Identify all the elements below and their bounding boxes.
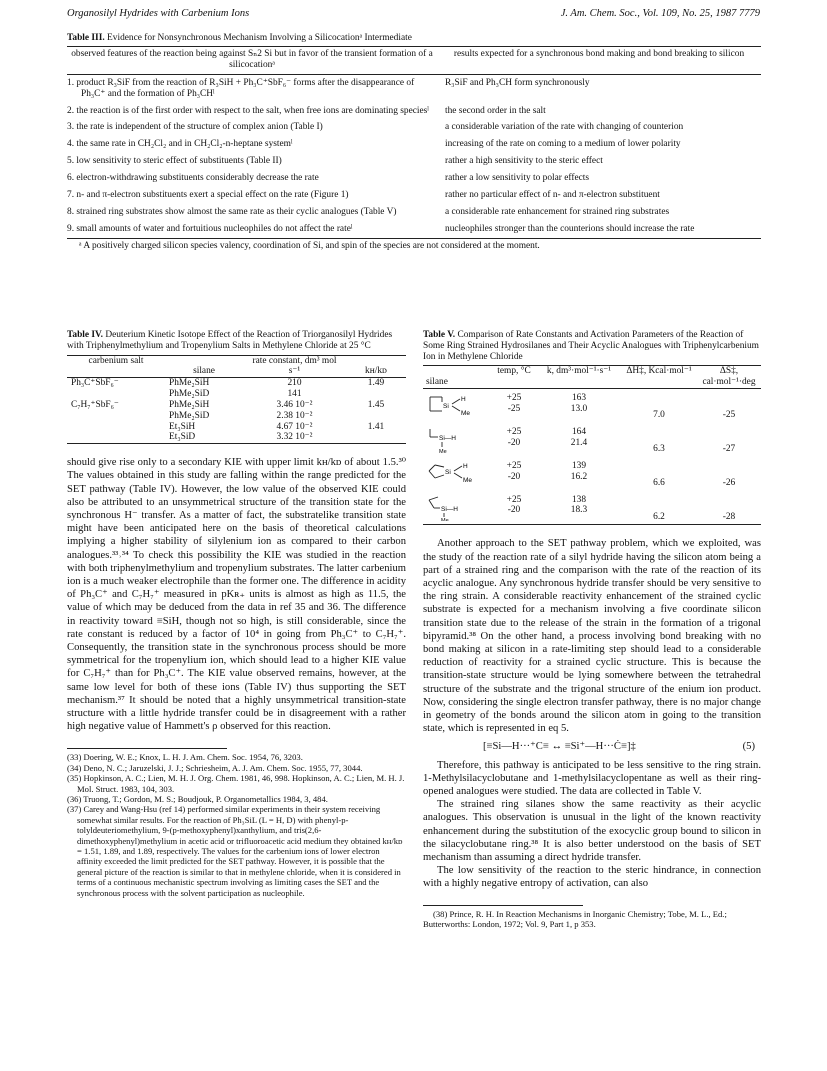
table-iii-col2-header: results expected for a synchronous bond making and bond breaking to silicon — [453, 48, 745, 59]
right-paragraph-3: The strained ring silanes show the same reactivity as their acyclic analogues. This observation is unusual in the light of the known reactivity enhancement during the substitution of the exocyclic group bound to silicon in the silacyclobutane ring.³⁸ It is also better understood on the basis of SET mechanism than assuming a direct hydride transfer. — [423, 799, 761, 863]
table-row — [67, 378, 406, 389]
cell-silane-structure — [423, 423, 491, 457]
cell-kie — [346, 432, 406, 443]
observed-feature: 6. electron-withdrawing substituents considerably decrease the rate — [67, 173, 319, 184]
cell-silane: PhMe₂SiD — [169, 410, 210, 421]
cell-silane: PhMe₂SiD — [169, 389, 210, 400]
footnote: (37) Carey and Wang-Hsu (ref 14) performed similar experiments in their system receiving somewhat similar results. For the reaction of Ph₃SiL (L = H, D) with phenyl-p-tolyldeuteriomethylium, 9-(p-methoxyphenyl)xanthylium, and tris(2,6-dimethoxyphenyl)methylium in acetic acid or trifluoroacetic acid medium they obtained kʜ/kᴅ = 1.51, 1.89, and 1.89, respectively. The values for the carbenium ions of lower electron affinity exceeded the limit predicted for the SET pathway. However, it is possible that the general picture of the reaction is similar to that in methylene chloride, when it is considered in terms of a continuous mechanistic spectrum involving as limiting cases the SET and the synchronous process with the solvent participation as nucleophile. — [67, 804, 403, 898]
k-high: 139 — [571, 460, 587, 471]
structure-label: Si—H — [441, 505, 458, 513]
cell-k — [537, 457, 621, 491]
cell-kie — [346, 411, 406, 422]
cell-silane-structure — [423, 491, 491, 525]
table-v — [423, 365, 761, 525]
right-paragraph-4: The low sensitivity of the reaction to the steric hindrance, in connection with a highly negative entropy of activation, can also — [423, 865, 761, 890]
k-low: 13.0 — [570, 403, 588, 414]
table-v-caption — [423, 330, 761, 362]
right-footnotes — [423, 909, 761, 930]
table-row — [67, 119, 761, 136]
table-row — [423, 457, 761, 491]
equation-number: (5) — [742, 741, 755, 753]
cell-dh: 6.6 — [653, 477, 665, 488]
table-iv-title: Deuterium Kinetic Isotope Effect of the Reaction of Triorganosilyl Hydrides with Triphenylmethylium and Tropenylium Salts in Methylene Chloride at 25 °C — [67, 330, 393, 351]
table-iii — [67, 33, 761, 252]
left-column — [67, 330, 406, 898]
table-iii-header-row — [67, 47, 761, 74]
cell-ds: -28 — [722, 511, 736, 522]
table-iii-caption — [67, 33, 761, 44]
cell-temp — [491, 389, 537, 423]
cell-rate: 3.32 10⁻² — [276, 432, 313, 443]
observed-feature: 2. the reaction is of the first order with respect to the salt, when free ions are dominating speciesˡ — [67, 105, 429, 116]
left-body-text — [67, 456, 406, 733]
structure-label: Me — [463, 476, 473, 484]
left-footnotes — [67, 752, 406, 898]
cell-salt: C₇H₇⁺SbF₆⁻ — [71, 399, 119, 410]
silane-structure-icon — [426, 495, 484, 521]
table-v-title: Comparison of Rate Constants and Activation Parameters of the Reaction of Some Ring Strained Hydrosilanes and Their Acyclic Analogues with Triphenylcarbenium Ion in Methylene Chloride — [423, 330, 759, 362]
silane-structure-icon — [426, 427, 484, 453]
cell-salt — [67, 389, 165, 400]
k-high: 164 — [571, 426, 587, 437]
table-v-header-dh: ΔH‡, Kcal·mol⁻¹ — [626, 366, 692, 377]
expected-result: increasing of the rate on coming to a medium of lower polarity — [445, 139, 681, 150]
table-v-body — [423, 389, 761, 525]
temp-low: -20 — [507, 505, 521, 516]
cell-salt: Ph₃C⁺SbF₆⁻ — [71, 378, 119, 389]
expected-result: a considerable variation of the rate with changing of counterion — [445, 122, 684, 133]
cell-k — [537, 389, 621, 423]
cell-salt — [67, 422, 165, 433]
cell-k — [537, 423, 621, 457]
structure-label: Si — [445, 468, 451, 476]
footnote-38: (38) Prince, R. H. In Reaction Mechanisms in Inorganic Chemistry; Tobe, M. L., Ed.; Butterworths: London, 1972; Vol. 9, Part 1, p 353. — [423, 908, 727, 929]
expected-result: rather no particular effect of n- and π-electron substituent — [445, 190, 660, 201]
observed-feature: 3. the rate is independent of the structure of complex anion (Table I) — [67, 122, 323, 133]
expected-result: nucleophiles stronger than the counterions should increase the rate — [445, 223, 695, 234]
temp-low: -20 — [507, 437, 521, 448]
cell-salt — [67, 411, 165, 422]
table-iv-header-rate: rate constant, dm³ mol s⁻¹ — [243, 355, 346, 378]
k-low: 21.4 — [570, 437, 588, 448]
k-low: 18.3 — [570, 505, 588, 516]
left-paragraph: should give rise only to a secondary KIE with upper limit kʜ/kᴅ of about 1.5.³⁰ The values obtained in this study are falling within the range predicted for the SET pathway (Table IV). However, the low value of the observed KIE could also be attributed to an unsymmetrical structure of the transition state for the synchronous H⁻ transfer. As a matter of fact, the substratelike transition state might have been anticipated here on the basis of theoretical calculations implying a higher stability of silylenium ion as compared to their carbon analogues.³³˒³⁴ To check this possibility the KIE was studied in the reaction with both triphenylmethylium and tropenylium substrates. The latter carbenium ion is a much weaker electrophile than the former one. The difference in acidity of Ph₃C⁺ and C₇H₇⁺ measured in pKʀ₊ units is almost as high as 11.5, the value of which may be deduced from the data in ref 35 and 36. The difference in reactivity toward ≡SiH, though not so high, is still considerable, since the rate constant is reduced by a factor of 10⁴ in going from Ph₃C⁺ to C₇H₇⁺. Consequently, the transition state in the synchronous process should be more symmetrical for the tropenylium ion, which should lead to a higher KIE value for C₇H₇⁺ than for Ph₃C⁺. The KIE value observed remains, however, at the same low level for both of these ions (Table IV) thus supporting the SET mechanism.³⁷ It should be noted that a highly unsymmetrical transition-state structure with a little hydride transfer could be in disagreement with a rather high negative value of Hammett's ρ observed for this reaction. — [67, 457, 406, 733]
observed-feature: 4. the same rate in CH₂Cl₂ and in CH₂Cl₂-n-heptane systemˡ — [67, 139, 293, 150]
cell-dh: 6.2 — [653, 511, 665, 522]
structure-label: H — [463, 462, 468, 470]
temp-low: -20 — [507, 471, 521, 482]
table-row — [67, 75, 761, 103]
table-row — [67, 187, 761, 204]
cell-silane-structure — [423, 389, 491, 423]
cell-rate: 2.38 10⁻² — [276, 410, 313, 421]
right-paragraph-2: Therefore, this pathway is anticipated to be less sensitive to the ring strain. 1-Methylsilacyclobutane and 1-methylsilacyclopentane as well as their ring-opened analogues were studied. The data are collected in Table V. — [423, 759, 761, 797]
right-column — [423, 330, 761, 929]
table-row — [67, 153, 761, 170]
table-row — [67, 221, 761, 238]
cell-salt — [67, 432, 165, 443]
table-iv — [67, 355, 406, 445]
expected-result: rather a high sensitivity to the steric effect — [445, 156, 603, 167]
silane-structure-icon — [426, 393, 484, 419]
table-v-header-k: k, dm³·mol⁻¹·s⁻¹ — [546, 366, 612, 377]
table-v-label: Table V. — [423, 330, 456, 340]
observed-feature: 9. small amounts of water and fortuitious nucleophiles do not affect the rateˡ — [67, 223, 353, 234]
table-row — [67, 400, 406, 411]
temp-high: +25 — [506, 426, 522, 437]
expected-result: a considerable rate enhancement for strained ring substrates — [445, 206, 670, 217]
table-row — [67, 389, 406, 400]
cell-kie: 1.49 — [367, 378, 385, 389]
cell-dh: 7.0 — [653, 410, 665, 421]
table-iii-col1-header: observed features of the reaction being against Sₙ2 Si but in favor of the transient formation of a silicocationᵃ — [71, 48, 433, 70]
footnote: (33) Doering, W. E.; Knox, L. H. J. Am. Chem. Soc. 1954, 76, 3203. — [67, 752, 303, 763]
footnote: (36) Truong, T.; Gordon, M. S.; Boudjouk, P. Organometallics 1984, 3, 484. — [67, 794, 328, 805]
table-iv-header-salt: carbenium salt — [67, 355, 165, 378]
table-v-header-ds: ΔS‡, cal·mol⁻¹·deg — [702, 366, 756, 388]
cell-temp — [491, 423, 537, 457]
table-row — [423, 491, 761, 525]
table-v-header-silane: silane — [426, 377, 448, 388]
table-iv-header-silane: silane — [165, 355, 243, 378]
header-title: Organosilyl Hydrides with Carbenium Ions — [67, 8, 250, 19]
k-high: 163 — [571, 393, 587, 404]
table-iv-body — [67, 378, 406, 444]
observed-feature: 8. strained ring substrates show almost the same rate as their cyclic analogues (Table V) — [67, 206, 397, 217]
table-row — [67, 432, 406, 443]
table-iii-title: Evidence for Nonsynchronous Mechanism Involving a Silicocationᵃ Intermediate — [107, 33, 412, 43]
structure-label: Si — [443, 403, 449, 411]
table-row — [67, 411, 406, 422]
observed-feature: 7. n- and π-electron substituents exert a special effect on the rate (Figure 1) — [67, 190, 349, 201]
temp-high: +25 — [506, 460, 522, 471]
cell-silane: Et₃SiD — [169, 432, 196, 443]
cell-kie: 1.41 — [367, 421, 385, 432]
equation-5 — [423, 735, 761, 758]
table-row — [423, 423, 761, 457]
table-row — [67, 136, 761, 153]
right-paragraph-1: Another approach to the SET pathway problem, which we exploited, was the study of the reaction rate of a silyl hydride having the silicon atom being a part of a strained ring and the comparison with the rate of the reaction of its acyclic analogue. Any synchronous hydride transfer should be very sensitive to the ring strain. A considerable reactivity enhancement of the strained cyclic substrate is expected for a mechanism involving a five coordinate silicon transition state due to the release of the strain in the formation of a trigonal bipyramid.³⁸ On the other hand, a process involving bond breaking with no bond making at silicon in a rate-limiting step should lead to a considerable reduction of reactivity for a strained cyclic structure. This is because the transition-state structure would be lying somewhere between the tetrahedral structure of the substrate and the trigonal structure of the enium ion product. Now, considering the single electron transfer pathway, there is no major change in geometry of the bonds around the silicon atom in going to the transition state, which is represented in eq 5. — [423, 538, 761, 735]
cell-rate: 4.67 10⁻² — [276, 421, 313, 432]
cell-kie: 1.45 — [367, 399, 385, 410]
structure-label: Me — [441, 517, 449, 521]
table-row — [67, 170, 761, 187]
temp-high: +25 — [506, 393, 522, 404]
table-iv-label: Table IV. — [67, 330, 103, 340]
structure-label: Me — [439, 448, 447, 453]
cell-temp — [491, 457, 537, 491]
cell-silane: Et₃SiH — [169, 421, 196, 432]
cell-dh: 6.3 — [653, 443, 665, 454]
k-low: 16.2 — [570, 471, 588, 482]
equation-text: [≡Si—H···⁺C≡ ↔ ≡Si⁺—H···Ċ≡]‡ — [483, 741, 636, 753]
table-v-header-temp: temp, °C — [497, 366, 531, 377]
silane-structure-icon — [426, 461, 484, 487]
cell-temp — [491, 491, 537, 525]
footnote: (34) Deno, N. C.; Jaruzelski, J. J.; Schriesheim, A. J. Am. Chem. Soc. 1955, 77, 3044. — [67, 762, 363, 773]
cell-silane: PhMe₂SiH — [169, 378, 210, 389]
temp-low: -25 — [507, 403, 521, 414]
header-journal: J. Am. Chem. Soc., Vol. 109, No. 25, 1987 7779 — [560, 8, 760, 19]
cell-rate: 3.46 10⁻² — [276, 399, 313, 410]
table-iv-caption — [67, 330, 406, 352]
cell-silane-structure — [423, 457, 491, 491]
structure-label: Si—H — [439, 434, 456, 442]
cell-rate: 210 — [287, 378, 302, 389]
table-iii-footnote: ᵃ A positively charged silicon species valency, coordination of Si, and spin of the species are not considered at the moment. — [79, 240, 540, 251]
table-iv-header-kie: kʜ/kᴅ — [346, 355, 406, 378]
table-row — [67, 204, 761, 221]
table-iii-label: Table III. — [67, 33, 105, 43]
table-row — [67, 422, 406, 433]
cell-kie — [346, 389, 406, 400]
footnote: (35) Hopkinson, A. C.; Lien, M. H. J. Org. Chem. 1981, 46, 998. Hopkinson, A. C.; Lien, M. H. J. Mol. Struct. 1983, 104, 303. — [67, 773, 405, 794]
table-iii-body — [67, 75, 761, 238]
temp-high: +25 — [506, 494, 522, 505]
k-high: 138 — [571, 494, 587, 505]
structure-label: Me — [461, 410, 471, 418]
structure-label: H — [461, 396, 466, 404]
cell-silane: PhMe₂SiH — [169, 399, 210, 410]
expected-result: the second order in the salt — [445, 105, 546, 116]
observed-feature: 1. product R₃SiF from the reaction of R₃SiH + Ph₃C⁺SbF₆⁻ forms after the disappearance of Ph₃C⁺ and the formation of Ph₃CHˡ — [67, 77, 415, 99]
expected-result: rather a low sensitivity to polar effects — [445, 173, 590, 184]
observed-feature: 5. low sensitivity to steric effect of substituents (Table II) — [67, 156, 282, 167]
cell-ds: -26 — [722, 477, 736, 488]
cell-ds: -25 — [722, 410, 736, 421]
cell-ds: -27 — [722, 443, 736, 454]
expected-result: R₃SiF and Ph₃CH form synchronously — [445, 77, 590, 88]
table-row — [423, 389, 761, 423]
right-body-text — [423, 537, 761, 890]
table-row — [67, 103, 761, 120]
cell-k — [537, 491, 621, 525]
running-header — [67, 8, 760, 22]
cell-rate: 141 — [287, 389, 302, 400]
